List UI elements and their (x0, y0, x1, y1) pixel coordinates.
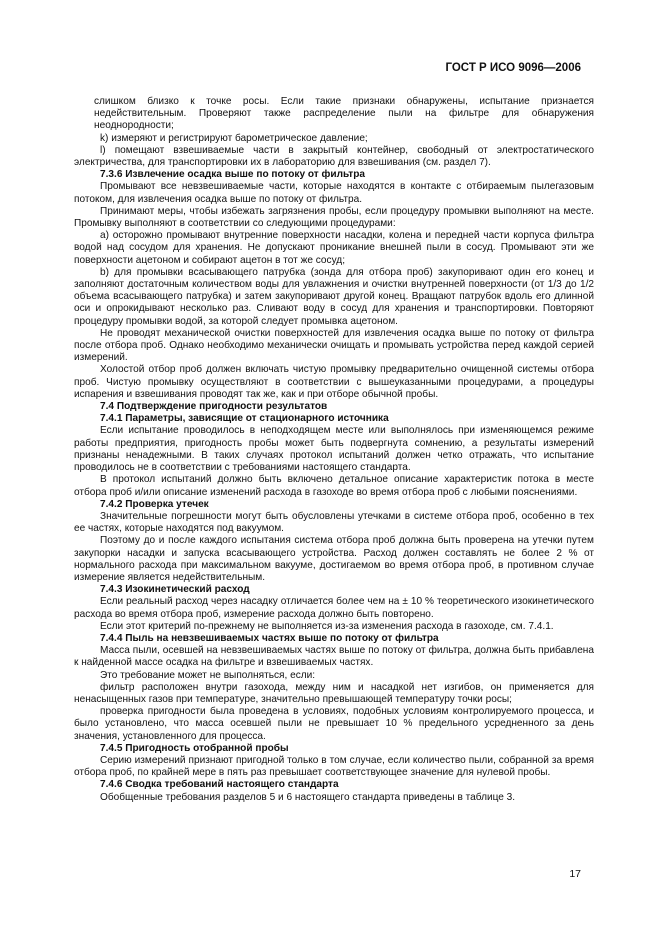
paragraph: Это требование может не выполняться, если: (100, 669, 316, 681)
paragraph: Холостой отбор проб должен включать чистую промывку предварительно очищенной системы отбора проб. Чистую промывку осуществляют в соответствии с вышеуказанными процедурами, а процедуры испарения и взвешивания проводят так же, как и при отборе обычной пробы. (74, 364, 594, 400)
list-item-k: k) измеряют и регистрируют барометрическое давление; (100, 132, 368, 144)
section-heading-7-4-5: 7.4.5 Пригодность отобранной пробы (100, 742, 289, 754)
section-heading-7-4-1: 7.4.1 Параметры, зависящие от стационарного источника (100, 413, 389, 425)
list-item-l: l) помещают взвешиваемые части в закрытый контейнер, свободный от электростатического электричества, для транспортировки их в лабораторию для взвешивания (см. раздел 7). (74, 144, 594, 169)
section-heading-7-3-6: 7.3.6 Извлечение осадка выше по потоку от фильтра (100, 169, 366, 181)
paragraph: Поэтому до и после каждого испытания система отбора проб должна быть проверена на утечки путем закупорки насадки и запуска всасывающего устройства. Расход должен составлять не более 2 % от нормального расхода при максимальном вакууме, достигаемом во время отбора проб, в противном случае измерение является недействительным. (74, 535, 594, 583)
paragraph: Если этот критерий по-прежнему не выполняется из-за изменения расхода в газоходе, см. 7.4.1. (100, 620, 554, 632)
paragraph: Если реальный расход через насадку отличается более чем на ± 10 % теоретического изокинетического расхода во время отбора проб, измерение расхода должно быть повторено. (74, 596, 594, 620)
list-item-b: b) для промывки всасывающего патрубка (зонда для отбора проб) закупоривают один его конец и заполняют достаточным количеством воды для увлажнения и очистки внутренней поверхности (от 1/3 до 1/2 объема всасывающего патрубка) и затем закупоривают другой конец. Вращают патрубок вдоль его длинной оси и опрокидывают несколько раз. Сливают воду в сосуд для хранения и транспортировки. Повторяют процедуру промывки водой, за которой следует промывка ацетоном. (74, 266, 594, 327)
section-heading-7-4-4: 7.4.4 Пыль на невзвешиваемых частях выше по потоку от фильтра (100, 632, 439, 644)
section-heading-7-4: 7.4 Подтверждение пригодности результатов (100, 401, 328, 413)
paragraph: слишком близко к точке росы. Если такие признаки обнаружены, испытание признается недействительным. Проверяют также распределение пыли на фильтре для обнаружения неоднородности; (94, 96, 594, 132)
paragraph: фильтр расположен внутри газохода, между ним и насадкой нет изгибов, он применяется для ненасыщенных газов при температуре, значительно превышающей температуру точки росы; (74, 681, 594, 705)
paragraph: Не проводят механической очистки поверхностей для извлечения осадка выше по потоку от фильтра после отбора проб. Однако необходимо механически очищать и промывать устройства перед каждой серией измерений. (74, 327, 594, 364)
paragraph: Серию измерений признают пригодной только в том случае, если количество пыли, собранной за время отбора проб, по крайней мере в пять раз превышает соответствующее значение для нулевой пробы. (74, 754, 594, 779)
page-number: 17 (569, 868, 581, 880)
document-body (74, 96, 594, 804)
paragraph: Если испытание проводилось в неподходящем месте или выполнялось при изменяющемся режиме работы предприятия, пригодность пробы может быть подвергнута сомнению, а результаты измерений признаны ненадежными. В таких случаях протокол испытаний должен четко отражать, что испытание проводилось не в соответствии с требованиями настоящего стандарта. (74, 425, 594, 474)
section-heading-7-4-3: 7.4.3 Изокинетический расход (100, 584, 250, 596)
paragraph: Значительные погрешности могут быть обусловлены утечками в системе отбора проб, особенно в тех ее частях, которые находятся под вакуумом. (74, 510, 594, 535)
paragraph: В протокол испытаний должно быть включено детальное описание характеристик потока в месте отбора проб и/или описание изменений расхода в газоходе во время отбора проб с любыми пояснениями. (74, 474, 594, 498)
paragraph: Обобщенные требования разделов 5 и 6 настоящего стандарта приведены в таблице 3. (100, 791, 516, 803)
document-header: ГОСТ Р ИСО 9096—2006 (445, 62, 581, 74)
section-heading-7-4-6: 7.4.6 Сводка требований настоящего стандарта (100, 779, 339, 791)
section-heading-7-4-2: 7.4.2 Проверка утечек (100, 498, 209, 510)
paragraph: Масса пыли, осевшей на невзвешиваемых частях выше по потоку от фильтра, должна быть прибавлена к найденной массе осадка на фильтре и взвешиваемых частях. (74, 645, 594, 669)
paragraph: Промывают все невзвешиваемые части, которые находятся в контакте с отбираемым пылегазовым потоком, для извлечения осадка выше по потоку от фильтра. (74, 181, 594, 205)
paragraph: Принимают меры, чтобы избежать загрязнения пробы, если процедуру промывки выполняют на месте. Промывку выполняют в соответствии со следующими процедурами: (74, 205, 594, 230)
paragraph: проверка пригодности была проведена в условиях, подобных условиям контролируемого процесса, и было установлено, что масса осевшей пыли не превышает 10 % предельного усредненного за день значения, установленного для процесса. (74, 706, 594, 742)
list-item-a: a) осторожно промывают внутренние поверхности насадки, колена и передней части корпуса фильтра водой над сосудом для хранения. Не допускают проникание внешней пыли в сосуд. Промывают эти же поверхности ацетоном и собирают ацетон в тот же сосуд; (74, 230, 594, 266)
